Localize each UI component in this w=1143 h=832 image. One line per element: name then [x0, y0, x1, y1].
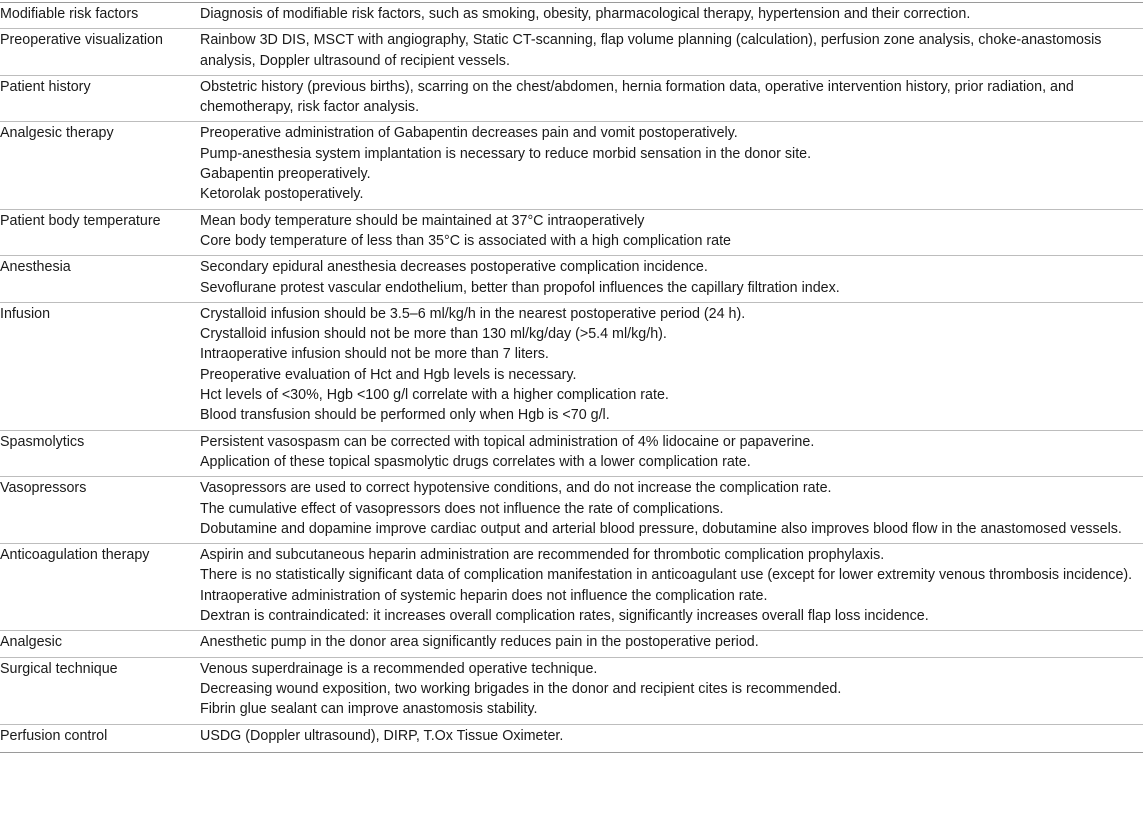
description-line: Gabapentin preoperatively. [200, 166, 371, 183]
table-row [0, 209, 1143, 256]
description-line: Aspirin and subcutaneous heparin administration are recommended for thrombotic complication prophylaxis. [200, 547, 885, 564]
description-line: Vasopressors are used to correct hypotensive conditions, and do not increase the complication rate. [200, 480, 832, 497]
factor-cell: Preoperative visualization [0, 29, 200, 76]
table-row [0, 657, 1143, 724]
description-line: Anesthetic pump in the donor area significantly reduces pain in the postoperative period. [200, 634, 759, 651]
table-row [0, 302, 1143, 430]
recommendations-table [0, 2, 1143, 753]
description-cell [200, 477, 1143, 544]
table-row [0, 122, 1143, 209]
description-cell [200, 29, 1143, 76]
table-row [0, 724, 1143, 752]
description-line: Dextran is contraindicated: it increases overall complication rates, significantly increases overall flap loss incidence. [200, 608, 929, 625]
table-row [0, 3, 1143, 29]
factor-cell: Spasmolytics [0, 430, 200, 477]
description-cell [200, 302, 1143, 430]
description-cell [200, 544, 1143, 631]
description-line: Obstetric history (previous births), scarring on the chest/abdomen, hernia formation data, operative intervention history, prior radiation, and chemotherapy, risk factor analysis. [200, 78, 1074, 116]
description-line: Hct levels of <30%, Hgb <100 g/l correlate with a higher complication rate. [200, 387, 669, 404]
recommendations-table-container [0, 2, 1143, 753]
description-line: Crystalloid infusion should be 3.5–6 ml/kg/h in the nearest postoperative period (24 h). [200, 305, 746, 322]
description-line: Intraoperative administration of systemic heparin does not influence the complication rate. [200, 587, 768, 604]
description-cell [200, 631, 1143, 657]
description-line: Diagnosis of modifiable risk factors, such as smoking, obesity, pharmacological therapy, hypertension and their correction. [200, 6, 971, 22]
factor-cell: Patient body temperature [0, 209, 200, 256]
description-line: Crystalloid infusion should not be more than 130 ml/kg/day (>5.4 ml/kg/h). [200, 326, 667, 343]
description-cell [200, 724, 1143, 752]
description-line: Ketorolak postoperatively. [200, 186, 364, 203]
description-line: Persistent vasospasm can be corrected with topical administration of 4% lidocaine or papaverine. [200, 433, 815, 450]
table-row [0, 631, 1143, 657]
description-line: Preoperative evaluation of Hct and Hgb levels is necessary. [200, 366, 577, 383]
factor-cell: Anticoagulation therapy [0, 544, 200, 631]
description-cell [200, 657, 1143, 724]
factor-cell: Anesthesia [0, 256, 200, 303]
factor-cell: Perfusion control [0, 724, 200, 752]
description-line: Decreasing wound exposition, two working brigades in the donor and recipient cites is recommended. [200, 680, 842, 697]
description-line: Application of these topical spasmolytic drugs correlates with a lower complication rate. [200, 453, 751, 470]
table-row [0, 430, 1143, 477]
table-row [0, 477, 1143, 544]
description-line: Blood transfusion should be performed only when Hgb is <70 g/l. [200, 407, 610, 424]
description-line: Rainbow 3D DIS, MSCT with angiography, Static CT-scanning, flap volume planning (calculation), perfusion zone analysis, choke-anastomosis analysis, Doppler ultrasound of recipient vessels. [200, 32, 1102, 69]
description-line: Secondary epidural anesthesia decreases postoperative complication incidence. [200, 259, 708, 276]
description-line: Core body temperature of less than 35°C is associated with a high complication rate [200, 232, 732, 249]
factor-cell: Patient history [0, 75, 200, 122]
table-row [0, 544, 1143, 631]
description-line: USDG (Doppler ultrasound), DIRP, T.Ox Tissue Oximeter. [200, 727, 564, 744]
table-body [0, 3, 1143, 753]
description-cell [200, 3, 1143, 29]
description-cell [200, 209, 1143, 256]
factor-cell: Infusion [0, 302, 200, 430]
description-line: Venous superdrainage is a recommended operative technique. [200, 660, 598, 677]
factor-cell: Analgesic [0, 631, 200, 657]
description-line: There is no statistically significant data of complication manifestation in anticoagulant use (except for lower extremity venous thrombosis incidence). [200, 567, 1133, 584]
description-line: Pump-anesthesia system implantation is necessary to reduce morbid sensation in the donor site. [200, 145, 812, 162]
description-line: Intraoperative infusion should not be more than 7 liters. [200, 346, 549, 363]
factor-cell: Surgical technique [0, 657, 200, 724]
description-line: Preoperative administration of Gabapentin decreases pain and vomit postoperatively. [200, 125, 738, 142]
factor-cell: Modifiable risk factors [0, 3, 200, 29]
factor-cell: Analgesic therapy [0, 122, 200, 209]
description-line: Fibrin glue sealant can improve anastomosis stability. [200, 701, 538, 718]
description-line: Dobutamine and dopamine improve cardiac output and arterial blood pressure, dobutamine also improves blood flow in the anastomosed vessels. [200, 520, 1122, 537]
description-line: Sevoflurane protest vascular endothelium, better than propofol influences the capillary filtration index. [200, 279, 840, 296]
description-line: The cumulative effect of vasopressors does not influence the rate of complications. [200, 500, 724, 517]
table-row [0, 75, 1143, 122]
description-cell [200, 430, 1143, 477]
description-cell [200, 122, 1143, 209]
description-cell [200, 75, 1143, 122]
table-row [0, 29, 1143, 76]
table-row [0, 256, 1143, 303]
description-cell [200, 256, 1143, 303]
description-line: Mean body temperature should be maintained at 37°C intraoperatively [200, 212, 645, 229]
factor-cell: Vasopressors [0, 477, 200, 544]
